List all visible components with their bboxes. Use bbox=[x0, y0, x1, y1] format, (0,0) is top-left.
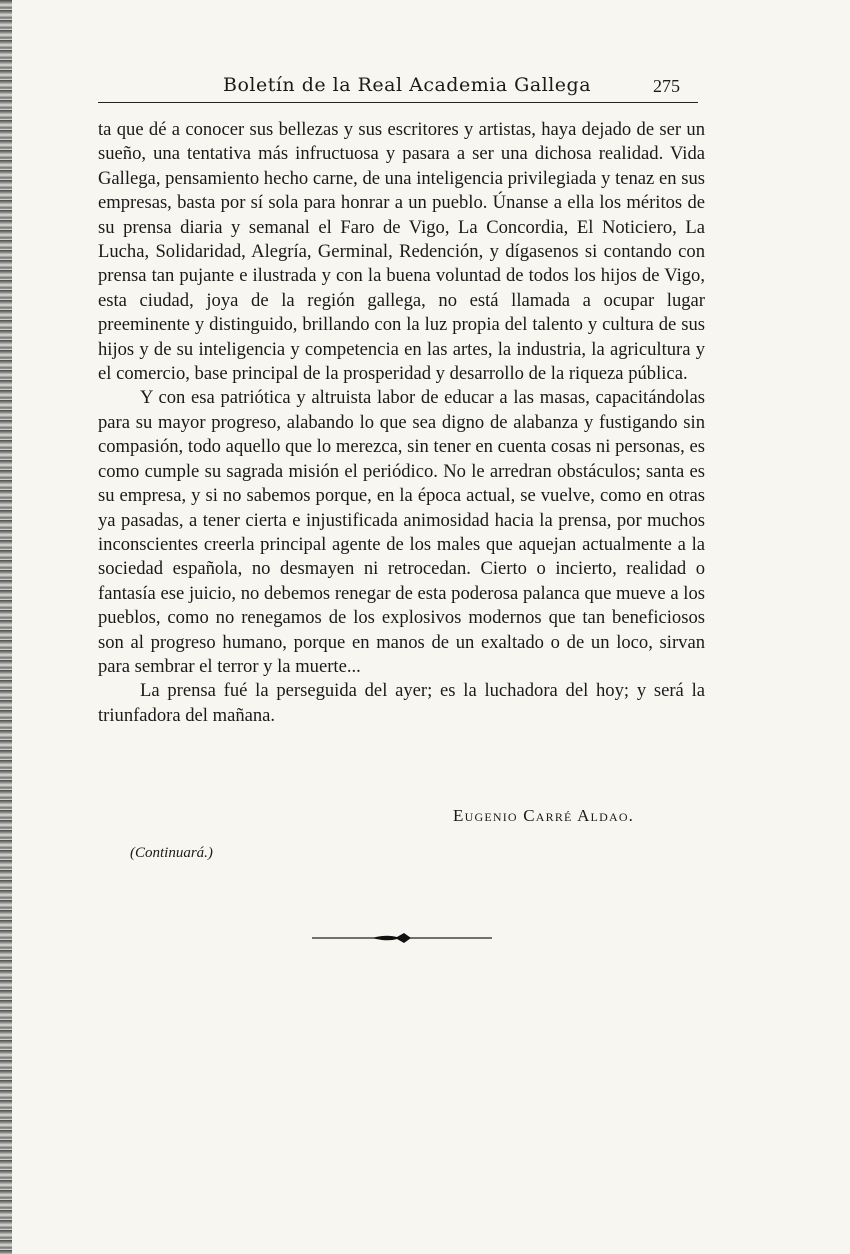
page-number: 275 bbox=[653, 76, 680, 96]
paragraph: La prensa fué la perseguida del ayer; es la luchadora del hoy; y será la triunfadora del mañana. bbox=[98, 680, 705, 726]
article-body bbox=[98, 118, 705, 728]
running-head: Boletín de la Real Academia Gallega bbox=[223, 74, 592, 96]
paragraph: Y con esa patriótica y altruista labor de educar a las masas, capacitándolas para su mayor progreso, alabando lo que sea digno de alabanza y fustigando sin compasión, todo aquello que lo merezca, sin tener en cuenta cosas ni personas, es como cumple su sagrada misión el periódico. No le arredran obstáculos; santa es su empresa, y si no sabemos porque, en la época actual, se vuelve, como en otras ya pasadas, a tener cierta e injustificada animosidad hacia la prensa, por muchos inconscientes creerla principal agente de los males que aquejan actualmente a la sociedad española, no desmayen ni retrocedan. Cierto o incierto, realidad o fantasía ese juicio, no debemos renegar de esta poderosa palanca que mueve a los pueblos, como no renegamos de los explosivos modernos que tan beneficiosos son al progreso humano, porque en manos de un exaltado o de un loco, sirvan para sembrar el terror y la muerte... bbox=[98, 387, 705, 677]
continuation-note: (Continuará.) bbox=[130, 845, 213, 861]
page-binding-edge bbox=[0, 0, 12, 1254]
section-divider-ornament bbox=[312, 930, 492, 946]
author-signature: Eugenio Carré Aldao. bbox=[453, 806, 635, 825]
page-header bbox=[98, 70, 698, 103]
paragraph: ta que dé a conocer sus bellezas y sus escritores y artistas, haya dejado de ser un sueño, una tentativa más infructuosa y pasara a ser una dichosa realidad. Vida Gallega, pensamiento hecho carne, de una inteligencia privilegiada y tenaz en sus empresas, basta por sí sola para honrar a un pueblo. Únanse a ella los méritos de su prensa diaria y semanal el Faro de Vigo, La Concordia, El Noticiero, La Lucha, Solidaridad, Alegría, Germinal, Redención, y dígasenos si contando con prensa tan pujante e ilustrada y con la buena voluntad de todos los hijos de Vigo, esta ciudad, joya de la región gallega, no está llamada a ocupar lugar preeminente y distinguido, brillando con la luz propia del talento y cultura de sus hijos y de su inteligencia y competencia en las artes, la industria, la agricultura y el comercio, base principal de la prosperidad y desarrollo de la riqueza pública. bbox=[98, 119, 705, 385]
